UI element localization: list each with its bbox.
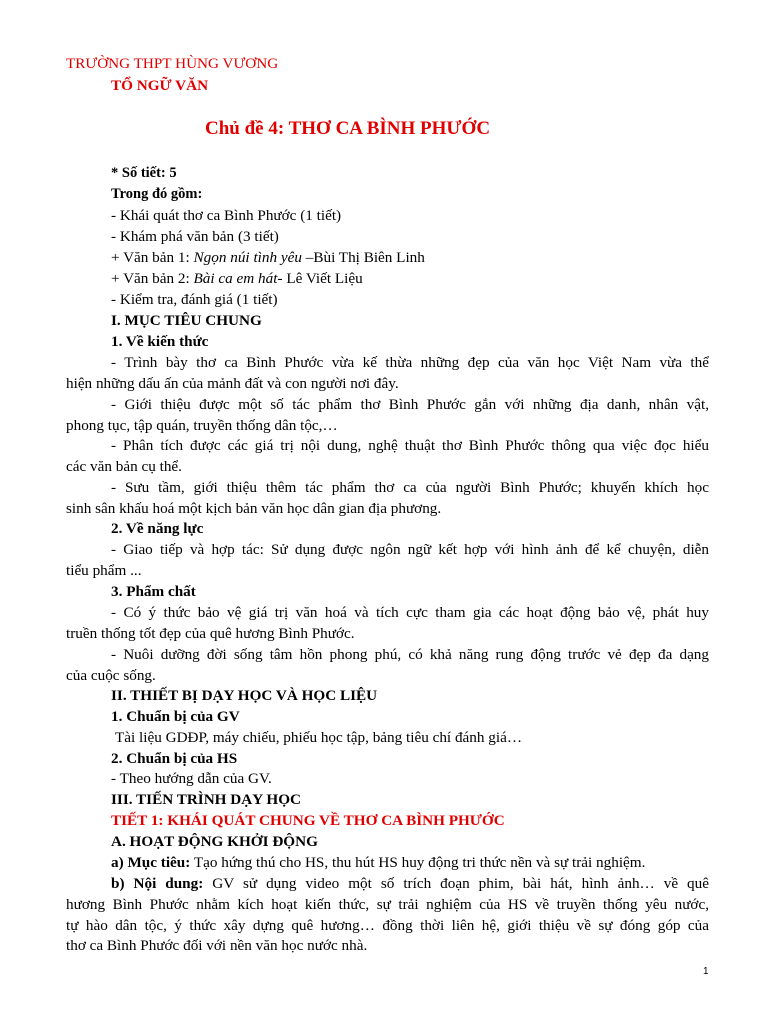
paragraph-line: - Giao tiếp và hợp tác: Sử dụng được ngôn ngữ kết hợp với hình ảnh để kể chuyện, diễn <box>111 541 709 558</box>
paragraph-line: truền thống tốt đẹp của quê hương Bình Phước. <box>66 625 355 642</box>
paragraph-line: các văn bản cụ thể. <box>66 458 182 475</box>
text2-title: Bài ca em hát <box>193 270 278 287</box>
paragraph-line: - Nuôi dưỡng đời sống tâm hồn phong phú, có khả năng rung động trước vẻ đẹp đa dạng <box>111 646 709 663</box>
content-label: b) Nội dung: <box>111 875 204 892</box>
content-text: GV sử dụng video một số trích đoạn phim, bài hát, hình ảnh… về quê <box>203 875 709 892</box>
section-heading: I. MỤC TIÊU CHUNG <box>111 312 262 329</box>
lesson-heading: TIẾT 1: KHÁI QUÁT CHUNG VỀ THƠ CA BÌNH PHƯỚC <box>111 812 505 829</box>
paragraph-line: - Giới thiệu được một số tác phẩm thơ Bình Phước gắn với những địa danh, nhân vật, <box>111 396 709 413</box>
includes-label: Trong đó gồm: <box>111 186 203 202</box>
section-heading: II. THIẾT BỊ DẠY HỌC VÀ HỌC LIỆU <box>111 687 378 704</box>
page-title: Chủ đề 4: THƠ CA BÌNH PHƯỚC <box>205 118 491 139</box>
page-number: 1 <box>703 966 709 977</box>
paragraph-line: sinh sân khấu hoá một kịch bản văn học dân gian địa phương. <box>66 500 442 517</box>
content-line <box>111 873 709 894</box>
subsection-heading: 2. Chuẩn bị của HS <box>111 750 238 767</box>
text1-prefix: + Văn bản 1: <box>111 249 194 266</box>
text2-prefix: + Văn bản 2: <box>111 270 194 287</box>
text1-line <box>111 247 425 268</box>
paragraph-line: - Sưu tầm, giới thiệu thêm tác phẩm thơ ca của người Bình Phước; khuyến khích học <box>111 479 709 496</box>
subsection-heading: 1. Về kiến thức <box>111 333 209 350</box>
text1-author: –Bùi Thị Biên Linh <box>301 249 425 266</box>
paragraph-line: của cuộc sống. <box>66 667 156 684</box>
paragraph-line: - Có ý thức bảo vệ giá trị văn hoá và tích cực tham gia các hoạt động bảo vệ, phát huy <box>111 604 709 621</box>
subsection-heading: 3. Phẩm chất <box>111 583 196 600</box>
paragraph-line: hương Bình Phước nhằm kích hoạt kiến thức, sự trải nghiệm của HS về truyền thống yêu nước, <box>66 896 709 913</box>
list-item: - Khám phá văn bản (3 tiết) <box>111 228 279 245</box>
paragraph-line: - Phân tích được các giá trị nội dung, nghệ thuật thơ Bình Phước thông qua việc đọc hiểu <box>111 437 709 454</box>
section-heading: III. TIẾN TRÌNH DẠY HỌC <box>111 791 302 808</box>
periods-count: * Số tiết: 5 <box>111 165 177 181</box>
goal-label: a) Mục tiêu: <box>111 854 191 871</box>
text2-author: - Lê Viết Liệu <box>277 270 363 287</box>
goal-line <box>111 852 645 873</box>
paragraph-line: tiểu phẩm ... <box>66 562 142 579</box>
paragraph-line: - Theo hướng dẫn của GV. <box>111 770 272 787</box>
paragraph-line: hiện những dấu ấn của mảnh đất và con người nơi đây. <box>66 375 399 392</box>
activity-heading: A. HOẠT ĐỘNG KHỞI ĐỘNG <box>111 833 318 850</box>
paragraph-line: tự hào dân tộc, ý thức xây dựng quê hương… đồng thời liên hệ, giới thiệu về sự đóng góp của <box>66 917 709 934</box>
subsection-heading: 2. Về năng lực <box>111 520 204 537</box>
department-name: TỔ NGỮ VĂN <box>111 77 209 94</box>
paragraph-line: thơ ca Bình Phước đối với nền văn học nước nhà. <box>66 937 368 954</box>
paragraph-line: phong tục, tập quán, truyền thống dân tộc,… <box>66 417 338 434</box>
text1-title: Ngọn núi tình yêu <box>193 249 302 266</box>
goal-text: Tạo hứng thú cho HS, thu hút HS huy động tri thức nền và sự trải nghiệm. <box>190 854 646 871</box>
text2-line <box>111 268 363 289</box>
list-item: - Khái quát thơ ca Bình Phước (1 tiết) <box>111 207 342 224</box>
paragraph-line: Tài liệu GDĐP, máy chiếu, phiếu học tập, bảng tiêu chí đánh giá… <box>115 729 523 746</box>
school-name: TRƯỜNG THPT HÙNG VƯƠNG <box>66 55 279 72</box>
assessment-item: - Kiểm tra, đánh giá (1 tiết) <box>111 291 278 308</box>
paragraph-line: - Trình bày thơ ca Bình Phước vừa kế thừa những đẹp của văn học Việt Nam vừa thể <box>111 354 709 371</box>
subsection-heading: 1. Chuẩn bị của GV <box>111 708 240 725</box>
